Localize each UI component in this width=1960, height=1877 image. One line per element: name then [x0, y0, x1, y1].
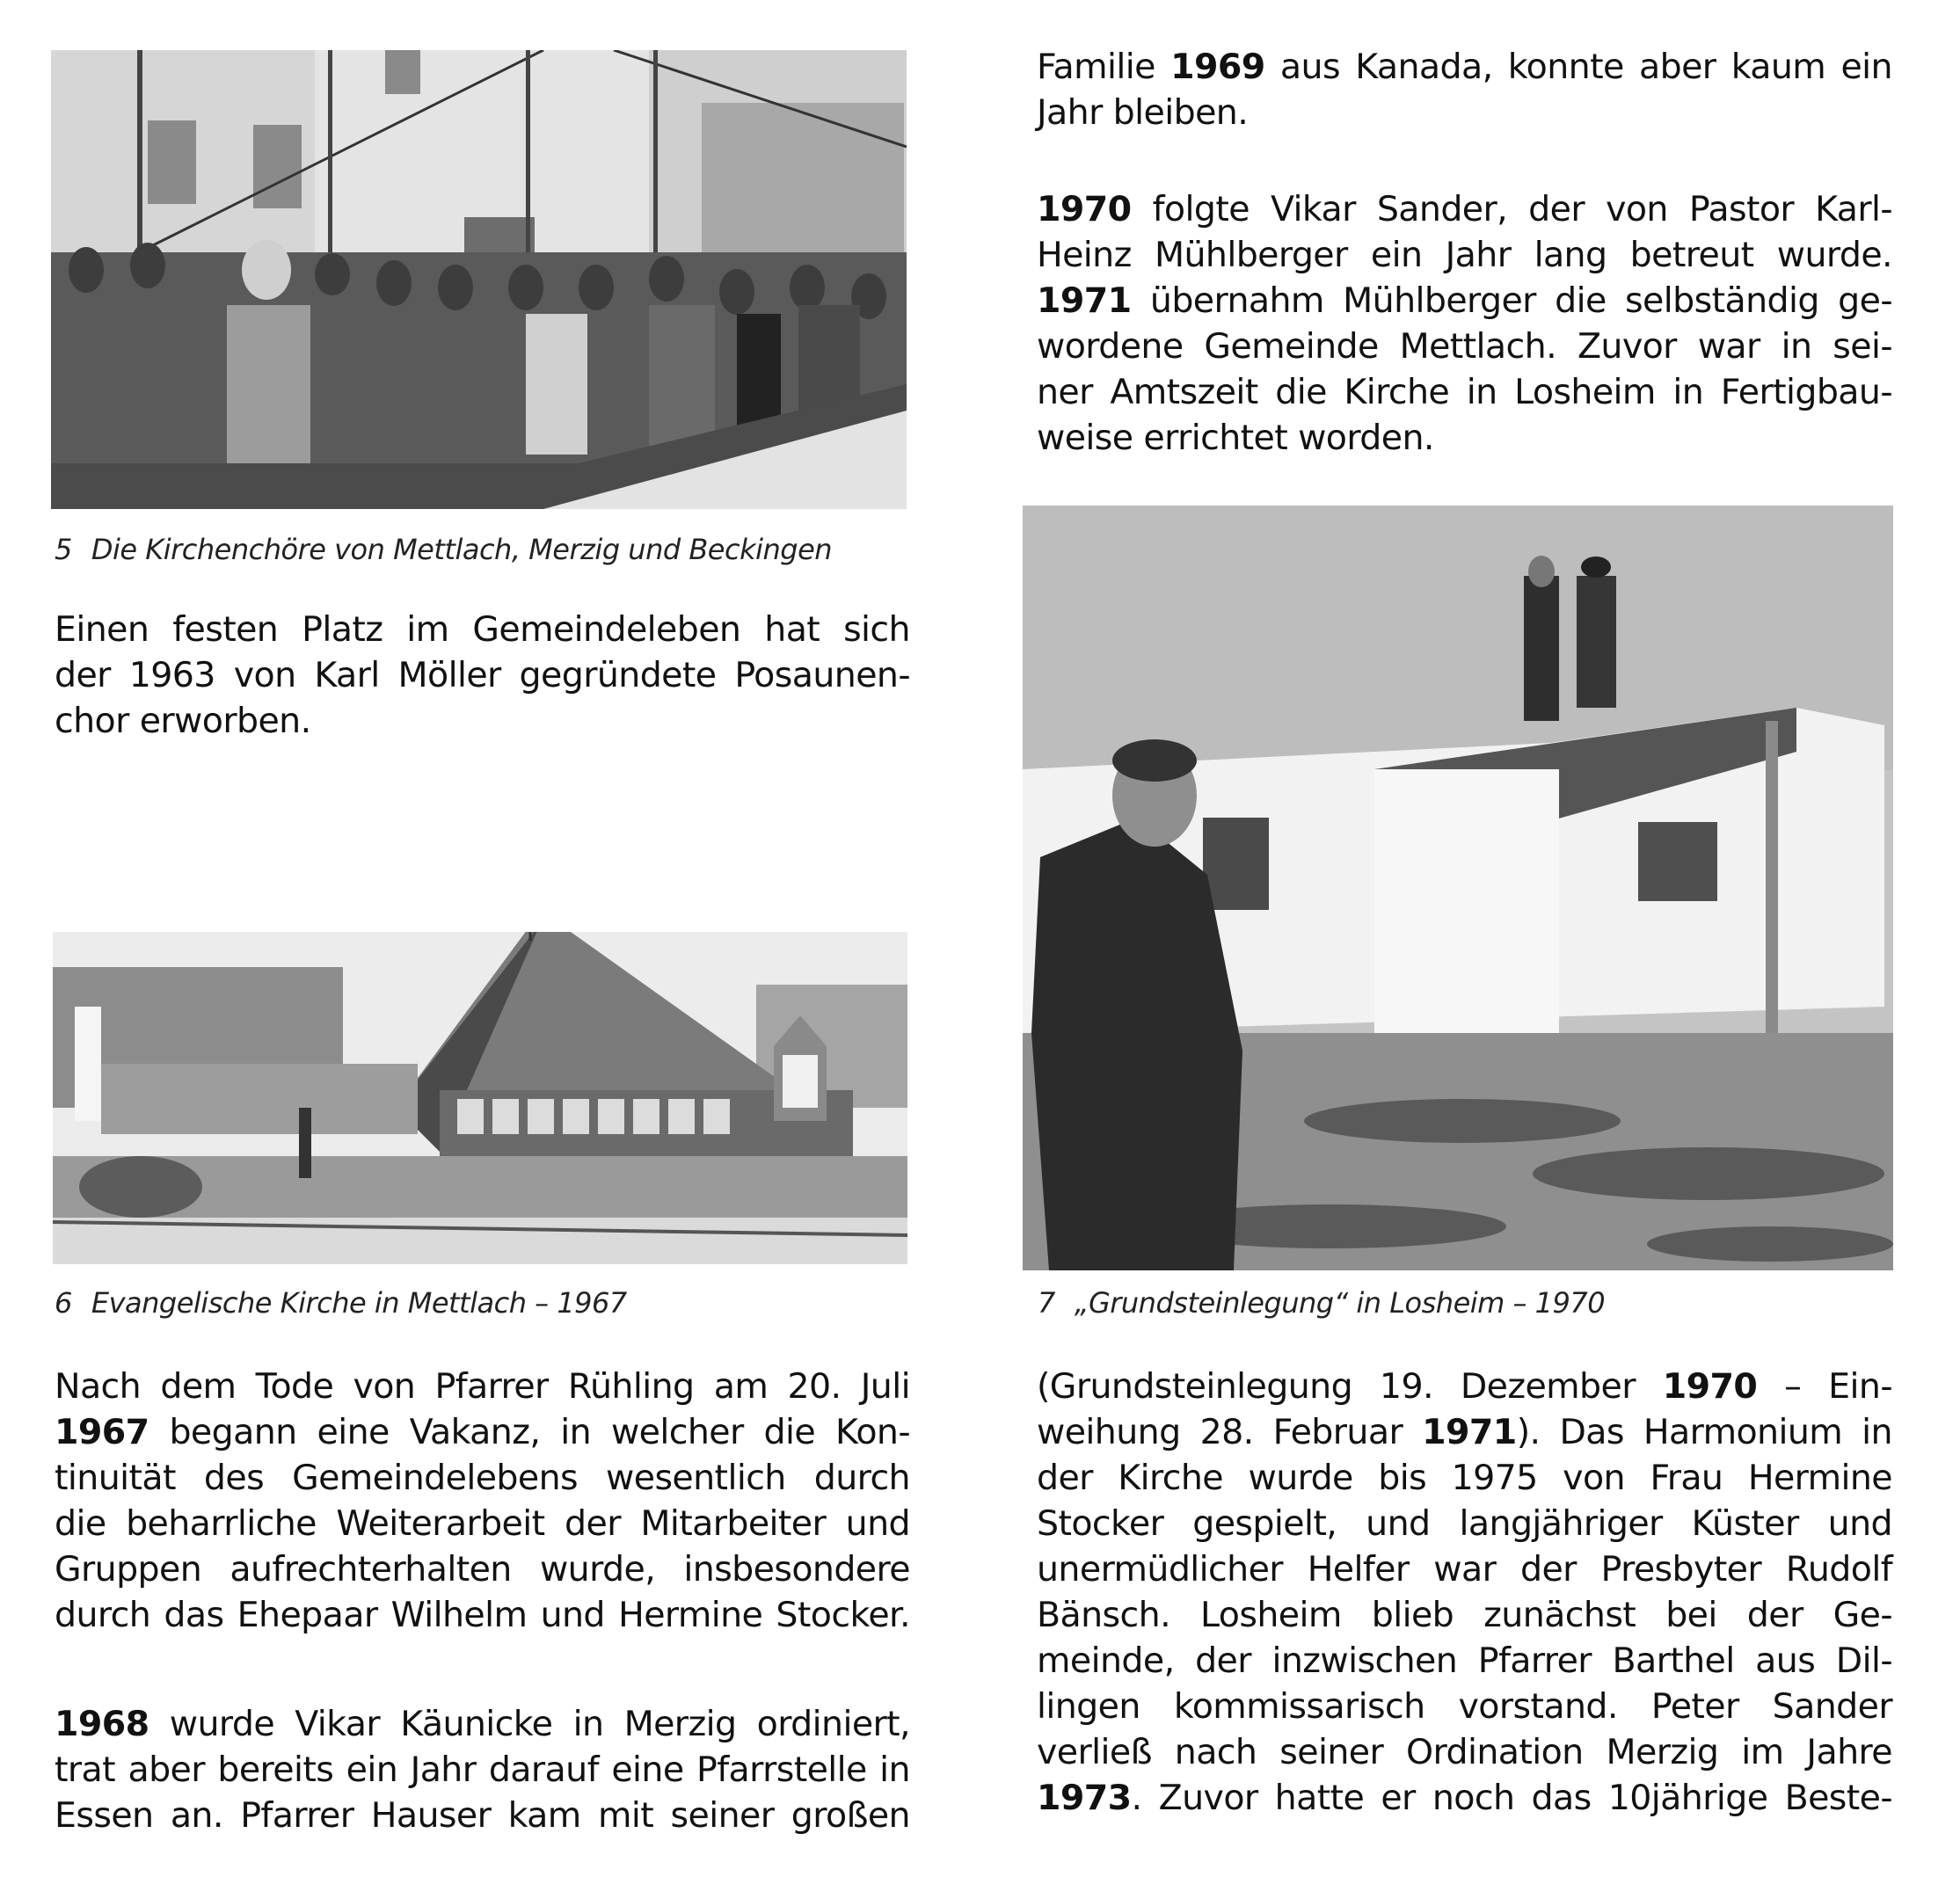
text-line: meinde, der inzwischen Pfarrer Barthel aus Dil-	[1037, 1641, 1892, 1681]
caption-number: 7	[1038, 1286, 1055, 1320]
text-line: 1967 begann eine Vakanz, in welcher die Kon-	[55, 1412, 910, 1452]
losheim-photo-illustration	[1023, 506, 1893, 1270]
text-line: 1968 wurde Vikar Käunicke in Merzig ordiniert,	[55, 1704, 910, 1744]
caption-photo-5	[55, 533, 832, 566]
paragraph-vakanz-1967	[55, 1364, 910, 1638]
church-photo-illustration	[53, 932, 907, 1264]
photo-church-mettlach	[53, 932, 907, 1264]
text-line: der Kirche wurde bis 1975 von Frau Hermine	[1037, 1458, 1892, 1498]
caption-photo-7	[1038, 1286, 1605, 1320]
text-line: lingen kommissarisch vorstand. Peter Sander	[1037, 1686, 1892, 1727]
paragraph-familie-1969	[1037, 44, 1892, 135]
text-line: verließ nach seiner Ordination Merzig im Jahre	[1037, 1732, 1892, 1772]
paragraph-1968	[55, 1701, 910, 1838]
text-line: Essen an. Pfarrer Hauser kam mit seiner großen	[55, 1795, 910, 1836]
text-line: die beharrliche Weiterarbeit der Mitarbeiter und	[55, 1503, 910, 1544]
text-line: Bänsch. Losheim blieb zunächst bei der Ge-	[1037, 1595, 1892, 1635]
text-line: Einen festen Platz im Gemeindeleben hat sich	[55, 609, 910, 650]
text-line: Familie 1969 aus Kanada, konnte aber kaum ein	[1037, 47, 1892, 87]
text-line: tinuität des Gemeindelebens wesentlich durch	[55, 1458, 910, 1498]
paragraph-grundsteinlegung-details	[1037, 1364, 1892, 1821]
text-line: Jahr bleiben.	[1037, 92, 1249, 133]
text-line: 1970 folgte Vikar Sander, der von Pastor Karl-	[1037, 189, 1892, 229]
text-line: unermüdlicher Helfer war der Presbyter Rudolf	[1037, 1549, 1892, 1590]
photo-choirs	[51, 50, 907, 509]
text-line: der 1963 von Karl Möller gegründete Posaunen-	[55, 655, 910, 695]
text-line: Nach dem Tode von Pfarrer Rühling am 20. Juli	[55, 1366, 910, 1407]
text-line: Heinz Mühlberger ein Jahr lang betreut wurde.	[1037, 235, 1892, 275]
caption-photo-6	[55, 1286, 627, 1320]
caption-text: „Grundsteinlegung“ in Losheim – 1970	[1074, 1286, 1606, 1320]
paragraph-1970-1971	[1037, 186, 1892, 461]
text-line: (Grundsteinlegung 19. Dezember 1970 – Ein-	[1037, 1366, 1892, 1407]
choir-photo-illustration	[51, 50, 907, 509]
text-line: chor erworben.	[55, 701, 311, 741]
caption-text: Die Kirchenchöre von Mettlach, Merzig und Beckingen	[91, 533, 833, 566]
text-line: 1971 übernahm Mühlberger die selbständig ge-	[1037, 280, 1892, 321]
text-line: ner Amtszeit die Kirche in Losheim in Fertigbau-	[1037, 372, 1892, 412]
text-line: Gruppen aufrechterhalten wurde, insbesondere	[55, 1549, 910, 1590]
caption-number: 6	[55, 1286, 72, 1320]
caption-number: 5	[55, 533, 72, 566]
caption-text: Evangelische Kirche in Mettlach – 1967	[91, 1286, 627, 1320]
text-line: trat aber bereits ein Jahr darauf eine Pfarrstelle in	[55, 1750, 910, 1790]
text-line: Stocker gespielt, und langjähriger Küster und	[1037, 1503, 1892, 1544]
text-line: wordene Gemeinde Mettlach. Zuvor war in sei-	[1037, 326, 1892, 367]
photo-grundsteinlegung-losheim	[1023, 506, 1893, 1270]
text-line: 1973. Zuvor hatte er noch das 10jährige Beste-	[1037, 1778, 1892, 1818]
text-line: weise errichtet worden.	[1037, 418, 1434, 458]
paragraph-posaunenchor	[55, 607, 910, 744]
text-line: durch das Ehepaar Wilhelm und Hermine Stocker.	[55, 1595, 910, 1635]
text-line: weihung 28. Februar 1971). Das Harmonium in	[1037, 1412, 1892, 1452]
